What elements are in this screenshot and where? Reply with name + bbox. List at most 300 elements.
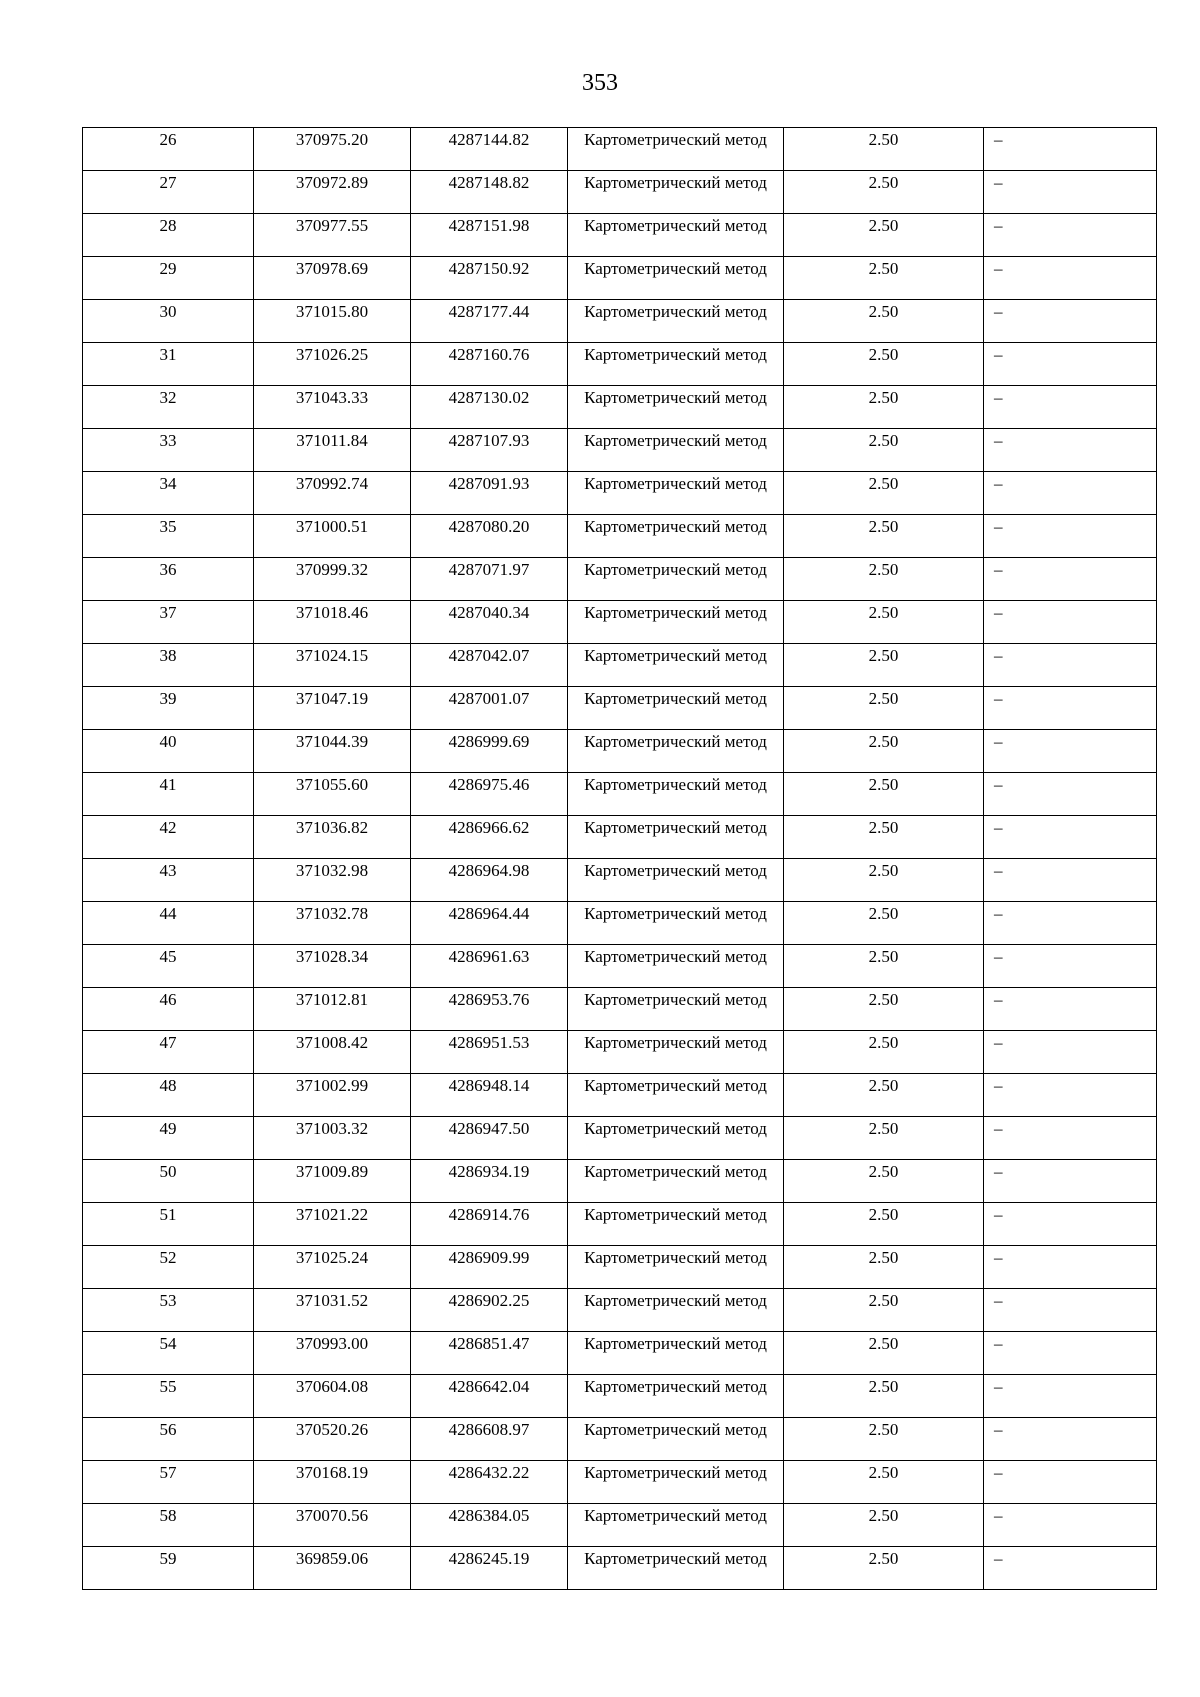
- table-row: [83, 128, 1157, 171]
- method-cell-text: Картометрический метод: [584, 1549, 767, 1568]
- accuracy-cell-text: 2.50: [868, 1463, 899, 1482]
- x-coordinate-cell-text: 370977.55: [295, 216, 369, 235]
- point-number-cell: [83, 730, 254, 773]
- note-cell-text: –: [994, 603, 1003, 622]
- y-coordinate-cell-text: 4286384.05: [448, 1506, 530, 1525]
- accuracy-cell-text: 2.50: [868, 560, 899, 579]
- note-cell: [984, 515, 1157, 558]
- table-row: [83, 214, 1157, 257]
- y-coordinate-cell: [411, 1418, 568, 1461]
- x-coordinate-cell: [254, 1074, 411, 1117]
- x-coordinate-cell-text: 370168.19: [295, 1463, 369, 1482]
- method-cell-text: Картометрический метод: [584, 861, 767, 880]
- point-number-cell-text: 47: [159, 1033, 177, 1052]
- accuracy-cell: [784, 257, 984, 300]
- point-number-cell-text: 39: [159, 689, 177, 708]
- x-coordinate-cell: [254, 1418, 411, 1461]
- point-number-cell: [83, 1203, 254, 1246]
- accuracy-cell-text: 2.50: [868, 990, 899, 1009]
- note-cell-text: –: [994, 560, 1003, 579]
- point-number-cell-text: 38: [159, 646, 177, 665]
- point-number-cell: [83, 988, 254, 1031]
- accuracy-cell: [784, 386, 984, 429]
- x-coordinate-cell-text: 371026.25: [295, 345, 369, 364]
- point-number-cell-text: 56: [159, 1420, 177, 1439]
- method-cell-text: Картометрический метод: [584, 904, 767, 923]
- method-cell: [568, 902, 784, 945]
- accuracy-cell: [784, 687, 984, 730]
- method-cell-text: Картометрический метод: [584, 689, 767, 708]
- note-cell-text: –: [994, 1205, 1003, 1224]
- point-number-cell-text: 28: [159, 216, 177, 235]
- point-number-cell: [83, 1117, 254, 1160]
- y-coordinate-cell: [411, 472, 568, 515]
- note-cell-text: –: [994, 1076, 1003, 1095]
- accuracy-cell: [784, 601, 984, 644]
- point-number-cell: [83, 773, 254, 816]
- x-coordinate-cell-text: 371003.32: [295, 1119, 369, 1138]
- method-cell-text: Картометрический метод: [584, 517, 767, 536]
- method-cell: [568, 128, 784, 171]
- point-number-cell: [83, 257, 254, 300]
- x-coordinate-cell: [254, 1031, 411, 1074]
- note-cell: [984, 343, 1157, 386]
- y-coordinate-cell: [411, 1203, 568, 1246]
- x-coordinate-cell: [254, 687, 411, 730]
- table-row: [83, 1418, 1157, 1461]
- table-row: [83, 1160, 1157, 1203]
- y-coordinate-cell-text: 4286966.62: [448, 818, 530, 837]
- y-coordinate-cell-text: 4287148.82: [448, 173, 530, 192]
- point-number-cell: [83, 472, 254, 515]
- accuracy-cell-text: 2.50: [868, 388, 899, 407]
- point-number-cell-text: 26: [159, 130, 177, 149]
- note-cell-text: –: [994, 947, 1003, 966]
- method-cell: [568, 214, 784, 257]
- point-number-cell: [83, 644, 254, 687]
- x-coordinate-cell: [254, 816, 411, 859]
- point-number-cell: [83, 558, 254, 601]
- accuracy-cell: [784, 902, 984, 945]
- method-cell-text: Картометрический метод: [584, 990, 767, 1009]
- y-coordinate-cell: [411, 1547, 568, 1590]
- note-cell: [984, 773, 1157, 816]
- accuracy-cell: [784, 1504, 984, 1547]
- y-coordinate-cell-text: 4286961.63: [448, 947, 530, 966]
- note-cell-text: –: [994, 1334, 1003, 1353]
- x-coordinate-cell-text: 371055.60: [295, 775, 369, 794]
- method-cell: [568, 1375, 784, 1418]
- point-number-cell: [83, 300, 254, 343]
- x-coordinate-cell: [254, 343, 411, 386]
- note-cell-text: –: [994, 904, 1003, 923]
- table-row: [83, 945, 1157, 988]
- note-cell-text: –: [994, 689, 1003, 708]
- x-coordinate-cell-text: 370520.26: [295, 1420, 369, 1439]
- point-number-cell-text: 41: [159, 775, 177, 794]
- accuracy-cell: [784, 988, 984, 1031]
- point-number-cell: [83, 1375, 254, 1418]
- x-coordinate-cell-text: 370604.08: [295, 1377, 369, 1396]
- method-cell: [568, 386, 784, 429]
- y-coordinate-cell: [411, 687, 568, 730]
- x-coordinate-cell-text: 371044.39: [295, 732, 369, 751]
- accuracy-cell: [784, 171, 984, 214]
- table-row: [83, 1332, 1157, 1375]
- method-cell: [568, 730, 784, 773]
- y-coordinate-cell-text: 4286947.50: [448, 1119, 530, 1138]
- table-row: [83, 1203, 1157, 1246]
- x-coordinate-cell-text: 371012.81: [295, 990, 369, 1009]
- y-coordinate-cell-text: 4287107.93: [448, 431, 530, 450]
- x-coordinate-cell-text: 371032.98: [295, 861, 369, 880]
- note-cell: [984, 558, 1157, 601]
- accuracy-cell: [784, 1074, 984, 1117]
- x-coordinate-cell-text: 371025.24: [295, 1248, 369, 1267]
- point-number-cell: [83, 128, 254, 171]
- accuracy-cell-text: 2.50: [868, 775, 899, 794]
- accuracy-cell-text: 2.50: [868, 1334, 899, 1353]
- point-number-cell-text: 55: [159, 1377, 177, 1396]
- y-coordinate-cell-text: 4286948.14: [448, 1076, 530, 1095]
- method-cell: [568, 1031, 784, 1074]
- point-number-cell: [83, 1160, 254, 1203]
- y-coordinate-cell-text: 4287160.76: [448, 345, 530, 364]
- accuracy-cell-text: 2.50: [868, 603, 899, 622]
- method-cell-text: Картометрический метод: [584, 732, 767, 751]
- accuracy-cell: [784, 1289, 984, 1332]
- method-cell-text: Картометрический метод: [584, 474, 767, 493]
- note-cell-text: –: [994, 775, 1003, 794]
- y-coordinate-cell: [411, 1332, 568, 1375]
- x-coordinate-cell: [254, 859, 411, 902]
- y-coordinate-cell: [411, 902, 568, 945]
- y-coordinate-cell: [411, 730, 568, 773]
- y-coordinate-cell: [411, 515, 568, 558]
- point-number-cell-text: 57: [159, 1463, 177, 1482]
- x-coordinate-cell-text: 371011.84: [296, 431, 368, 450]
- y-coordinate-cell-text: 4286951.53: [448, 1033, 530, 1052]
- accuracy-cell-text: 2.50: [868, 1119, 899, 1138]
- note-cell: [984, 1160, 1157, 1203]
- x-coordinate-cell-text: 370972.89: [295, 173, 369, 192]
- x-coordinate-cell-text: 371024.15: [295, 646, 369, 665]
- note-cell-text: –: [994, 431, 1003, 450]
- table-row: [83, 1547, 1157, 1590]
- y-coordinate-cell-text: 4287001.07: [448, 689, 530, 708]
- method-cell-text: Картометрический метод: [584, 259, 767, 278]
- note-cell-text: –: [994, 474, 1003, 493]
- x-coordinate-cell-text: 370993.00: [295, 1334, 369, 1353]
- x-coordinate-cell-text: 371015.80: [295, 302, 369, 321]
- x-coordinate-cell: [254, 515, 411, 558]
- point-number-cell-text: 37: [159, 603, 177, 622]
- note-cell-text: –: [994, 990, 1003, 1009]
- method-cell: [568, 1074, 784, 1117]
- y-coordinate-cell: [411, 558, 568, 601]
- note-cell-text: –: [994, 1377, 1003, 1396]
- method-cell-text: Картометрический метод: [584, 130, 767, 149]
- y-coordinate-cell: [411, 1074, 568, 1117]
- note-cell: [984, 300, 1157, 343]
- accuracy-cell: [784, 644, 984, 687]
- point-number-cell: [83, 1461, 254, 1504]
- x-coordinate-cell-text: 371031.52: [295, 1291, 369, 1310]
- y-coordinate-cell: [411, 1375, 568, 1418]
- method-cell: [568, 1461, 784, 1504]
- method-cell: [568, 1504, 784, 1547]
- y-coordinate-cell-text: 4286975.46: [448, 775, 530, 794]
- accuracy-cell-text: 2.50: [868, 431, 899, 450]
- accuracy-cell-text: 2.50: [868, 904, 899, 923]
- y-coordinate-cell-text: 4287144.82: [448, 130, 530, 149]
- y-coordinate-cell: [411, 1246, 568, 1289]
- note-cell: [984, 257, 1157, 300]
- point-number-cell-text: 35: [159, 517, 177, 536]
- table-row: [83, 730, 1157, 773]
- point-number-cell-text: 58: [159, 1506, 177, 1525]
- x-coordinate-cell: [254, 386, 411, 429]
- y-coordinate-cell: [411, 300, 568, 343]
- note-cell: [984, 386, 1157, 429]
- accuracy-cell-text: 2.50: [868, 474, 899, 493]
- note-cell-text: –: [994, 1248, 1003, 1267]
- point-number-cell-text: 48: [159, 1076, 177, 1095]
- y-coordinate-cell: [411, 945, 568, 988]
- table-row: [83, 472, 1157, 515]
- point-number-cell-text: 59: [159, 1549, 177, 1568]
- note-cell: [984, 1117, 1157, 1160]
- point-number-cell: [83, 1504, 254, 1547]
- point-number-cell: [83, 386, 254, 429]
- y-coordinate-cell-text: 4287071.97: [448, 560, 530, 579]
- point-number-cell-text: 54: [159, 1334, 177, 1353]
- point-number-cell-text: 52: [159, 1248, 177, 1267]
- y-coordinate-cell-text: 4286964.98: [448, 861, 530, 880]
- point-number-cell: [83, 816, 254, 859]
- accuracy-cell-text: 2.50: [868, 1076, 899, 1095]
- x-coordinate-cell-text: 371036.82: [295, 818, 369, 837]
- point-number-cell: [83, 1074, 254, 1117]
- x-coordinate-cell: [254, 730, 411, 773]
- accuracy-cell: [784, 945, 984, 988]
- y-coordinate-cell-text: 4286851.47: [448, 1334, 530, 1353]
- note-cell-text: –: [994, 1033, 1003, 1052]
- table-row: [83, 988, 1157, 1031]
- method-cell: [568, 816, 784, 859]
- note-cell-text: –: [994, 216, 1003, 235]
- note-cell-text: –: [994, 1291, 1003, 1310]
- method-cell: [568, 429, 784, 472]
- point-number-cell-text: 50: [159, 1162, 177, 1181]
- note-cell: [984, 214, 1157, 257]
- y-coordinate-cell: [411, 386, 568, 429]
- table-row: [83, 816, 1157, 859]
- point-number-cell-text: 43: [159, 861, 177, 880]
- method-cell-text: Картометрический метод: [584, 603, 767, 622]
- point-number-cell: [83, 687, 254, 730]
- method-cell-text: Картометрический метод: [584, 1033, 767, 1052]
- accuracy-cell-text: 2.50: [868, 259, 899, 278]
- point-number-cell: [83, 171, 254, 214]
- x-coordinate-cell: [254, 1289, 411, 1332]
- point-number-cell: [83, 1289, 254, 1332]
- accuracy-cell: [784, 730, 984, 773]
- accuracy-cell-text: 2.50: [868, 1377, 899, 1396]
- accuracy-cell: [784, 1160, 984, 1203]
- point-number-cell-text: 27: [159, 173, 177, 192]
- note-cell: [984, 816, 1157, 859]
- accuracy-cell-text: 2.50: [868, 345, 899, 364]
- method-cell: [568, 343, 784, 386]
- page-number: 353: [582, 70, 618, 96]
- note-cell: [984, 1203, 1157, 1246]
- note-cell-text: –: [994, 1506, 1003, 1525]
- x-coordinate-cell: [254, 214, 411, 257]
- table-row: [83, 601, 1157, 644]
- table-row: [83, 1117, 1157, 1160]
- method-cell: [568, 644, 784, 687]
- accuracy-cell-text: 2.50: [868, 1549, 899, 1568]
- x-coordinate-cell: [254, 644, 411, 687]
- point-number-cell: [83, 1418, 254, 1461]
- note-cell-text: –: [994, 302, 1003, 321]
- y-coordinate-cell-text: 4286964.44: [448, 904, 530, 923]
- x-coordinate-cell: [254, 1203, 411, 1246]
- y-coordinate-cell-text: 4286432.22: [448, 1463, 530, 1482]
- point-number-cell-text: 46: [159, 990, 177, 1009]
- method-cell-text: Картометрический метод: [584, 1119, 767, 1138]
- note-cell: [984, 171, 1157, 214]
- table-row: [83, 386, 1157, 429]
- point-number-cell-text: 31: [159, 345, 177, 364]
- table-row: [83, 1246, 1157, 1289]
- y-coordinate-cell: [411, 1504, 568, 1547]
- y-coordinate-cell: [411, 429, 568, 472]
- note-cell: [984, 1074, 1157, 1117]
- table-row: [83, 1074, 1157, 1117]
- note-cell: [984, 1246, 1157, 1289]
- x-coordinate-cell: [254, 128, 411, 171]
- y-coordinate-cell: [411, 1117, 568, 1160]
- method-cell: [568, 300, 784, 343]
- table-body: [83, 128, 1157, 1590]
- method-cell-text: Картометрический метод: [584, 1506, 767, 1525]
- x-coordinate-cell: [254, 171, 411, 214]
- accuracy-cell: [784, 429, 984, 472]
- method-cell: [568, 687, 784, 730]
- method-cell: [568, 1117, 784, 1160]
- table-row: [83, 343, 1157, 386]
- accuracy-cell: [784, 1332, 984, 1375]
- y-coordinate-cell: [411, 214, 568, 257]
- method-cell-text: Картометрический метод: [584, 345, 767, 364]
- y-coordinate-cell: [411, 128, 568, 171]
- y-coordinate-cell-text: 4287091.93: [448, 474, 530, 493]
- point-number-cell-text: 45: [159, 947, 177, 966]
- method-cell: [568, 1246, 784, 1289]
- method-cell-text: Картометрический метод: [584, 818, 767, 837]
- point-number-cell-text: 30: [159, 302, 177, 321]
- method-cell-text: Картометрический метод: [584, 302, 767, 321]
- accuracy-cell-text: 2.50: [868, 861, 899, 880]
- point-number-cell-text: 32: [159, 388, 177, 407]
- x-coordinate-cell-text: 370070.56: [295, 1506, 369, 1525]
- method-cell-text: Картометрический метод: [584, 1334, 767, 1353]
- accuracy-cell: [784, 1547, 984, 1590]
- accuracy-cell: [784, 1203, 984, 1246]
- y-coordinate-cell: [411, 1031, 568, 1074]
- accuracy-cell: [784, 1461, 984, 1504]
- x-coordinate-cell: [254, 1375, 411, 1418]
- x-coordinate-cell: [254, 300, 411, 343]
- method-cell-text: Картометрический метод: [584, 173, 767, 192]
- point-number-cell: [83, 945, 254, 988]
- note-cell: [984, 1547, 1157, 1590]
- y-coordinate-cell: [411, 1461, 568, 1504]
- accuracy-cell-text: 2.50: [868, 302, 899, 321]
- accuracy-cell: [784, 773, 984, 816]
- point-number-cell-text: 53: [159, 1291, 177, 1310]
- y-coordinate-cell-text: 4286999.69: [448, 732, 530, 751]
- x-coordinate-cell-text: 370999.32: [295, 560, 369, 579]
- x-coordinate-cell: [254, 773, 411, 816]
- method-cell: [568, 472, 784, 515]
- x-coordinate-cell-text: 371009.89: [295, 1162, 369, 1181]
- table-row: [83, 429, 1157, 472]
- method-cell-text: Картометрический метод: [584, 646, 767, 665]
- point-number-cell: [83, 343, 254, 386]
- x-coordinate-cell: [254, 1504, 411, 1547]
- x-coordinate-cell-text: 370975.20: [295, 130, 369, 149]
- method-cell-text: Картометрический метод: [584, 1076, 767, 1095]
- method-cell: [568, 1332, 784, 1375]
- method-cell-text: Картометрический метод: [584, 560, 767, 579]
- method-cell: [568, 515, 784, 558]
- y-coordinate-cell: [411, 1160, 568, 1203]
- note-cell-text: –: [994, 861, 1003, 880]
- method-cell-text: Картометрический метод: [584, 775, 767, 794]
- y-coordinate-cell: [411, 816, 568, 859]
- note-cell: [984, 945, 1157, 988]
- point-number-cell-text: 29: [159, 259, 177, 278]
- accuracy-cell-text: 2.50: [868, 1205, 899, 1224]
- accuracy-cell-text: 2.50: [868, 517, 899, 536]
- x-coordinate-cell: [254, 902, 411, 945]
- table-row: [83, 1461, 1157, 1504]
- table-row: [83, 1031, 1157, 1074]
- method-cell: [568, 171, 784, 214]
- method-cell: [568, 859, 784, 902]
- y-coordinate-cell-text: 4286934.19: [448, 1162, 530, 1181]
- point-number-cell-text: 51: [159, 1205, 177, 1224]
- accuracy-cell: [784, 343, 984, 386]
- y-coordinate-cell-text: 4286909.99: [448, 1248, 530, 1267]
- note-cell: [984, 1461, 1157, 1504]
- x-coordinate-cell-text: 371002.99: [295, 1076, 369, 1095]
- y-coordinate-cell: [411, 773, 568, 816]
- accuracy-cell: [784, 1246, 984, 1289]
- table-row: [83, 558, 1157, 601]
- point-number-cell: [83, 214, 254, 257]
- note-cell-text: –: [994, 517, 1003, 536]
- y-coordinate-cell-text: 4286608.97: [448, 1420, 530, 1439]
- y-coordinate-cell-text: 4287042.07: [448, 646, 530, 665]
- point-number-cell-text: 34: [159, 474, 177, 493]
- note-cell-text: –: [994, 732, 1003, 751]
- x-coordinate-cell: [254, 1547, 411, 1590]
- accuracy-cell-text: 2.50: [868, 1033, 899, 1052]
